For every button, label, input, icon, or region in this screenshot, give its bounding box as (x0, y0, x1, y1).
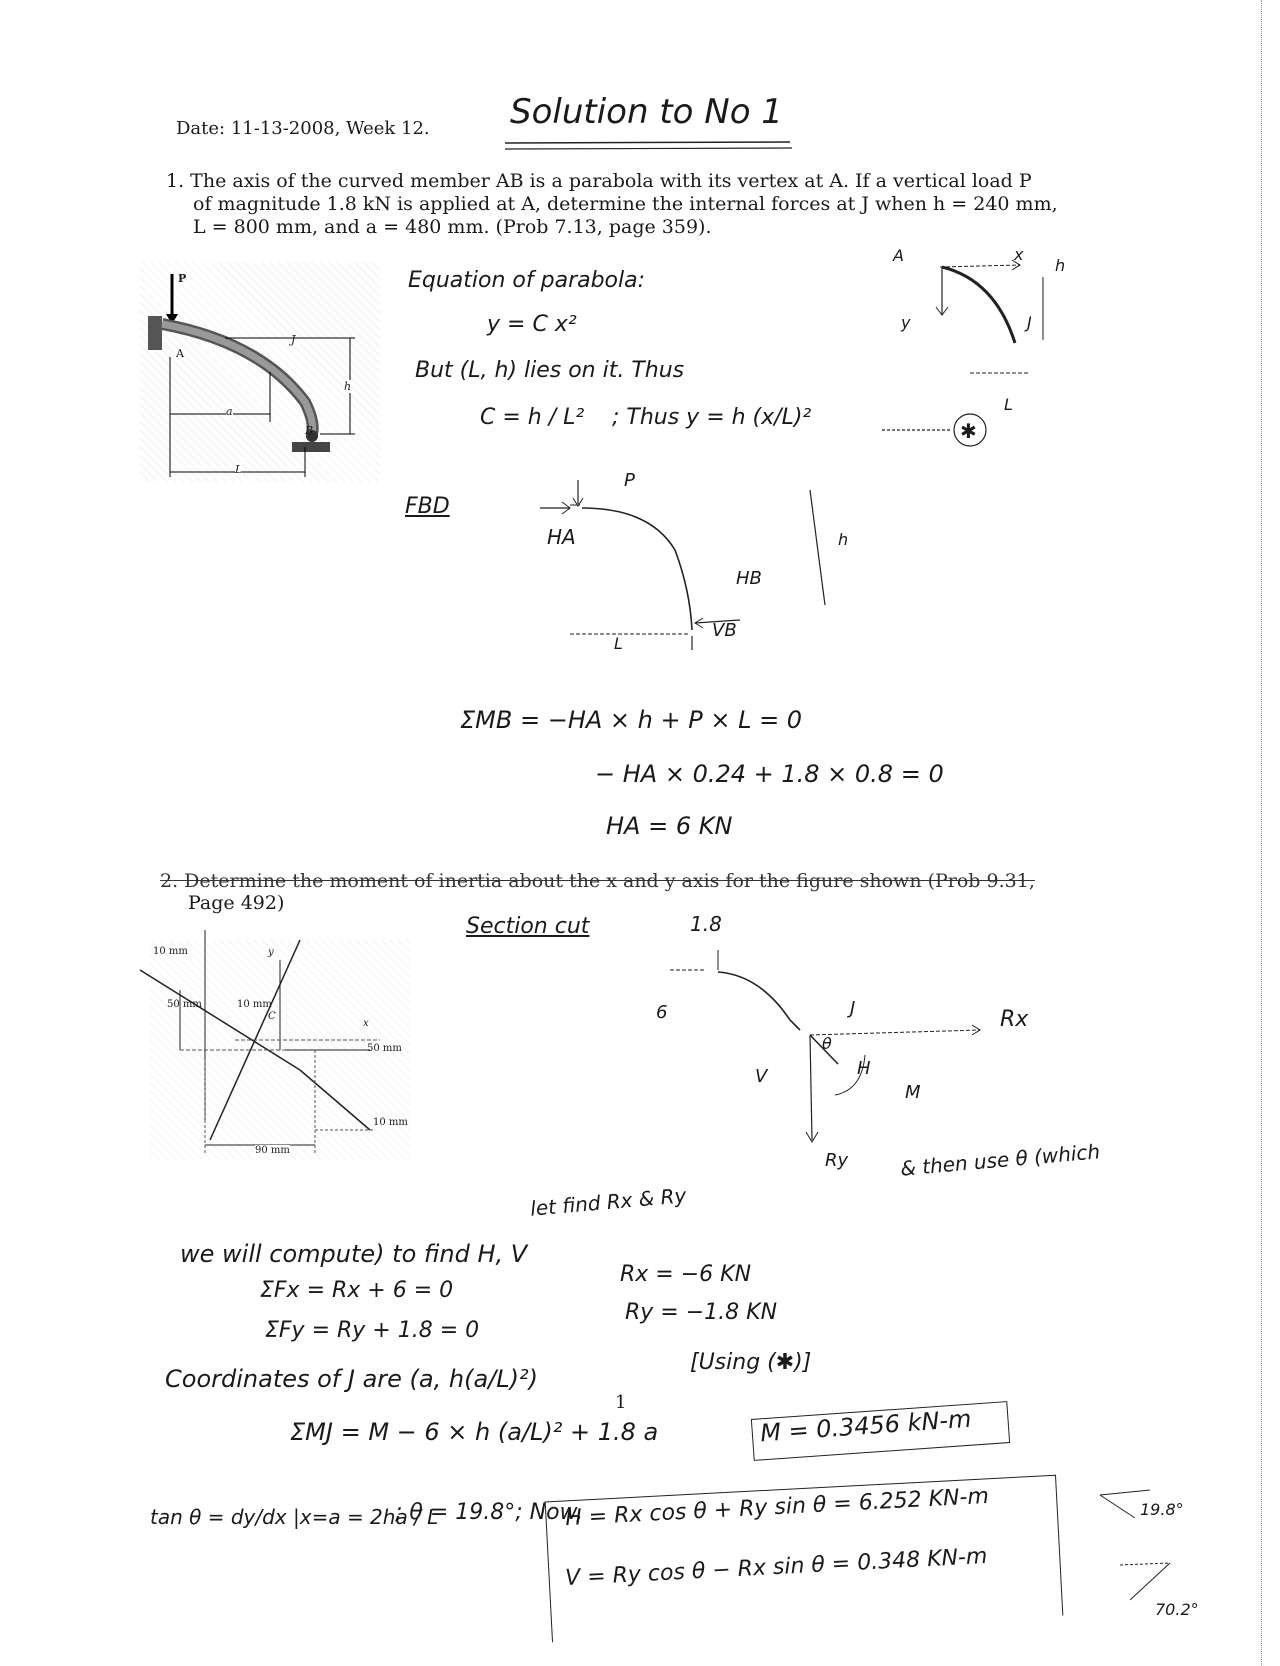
let-find-note: let find Rx & Ry (529, 1183, 688, 1221)
figure1-label-l-dim: L (235, 463, 243, 476)
but-line: But (L, h) lies on it. Thus (415, 358, 685, 383)
angle-note-19-8: 19.8° (1140, 1500, 1184, 1519)
section-label-six: 6 (656, 1002, 668, 1023)
problem2-line1: 2. Determine the moment of inertia about the x and y axis for the figure shown (Prob 9.31, (160, 870, 1035, 892)
problem1-figure (140, 262, 380, 482)
eq-heading: Equation of parabola: (408, 268, 646, 293)
figure1-label-a: A (176, 347, 184, 360)
figure1-label-h-dim: h (344, 380, 352, 393)
problem2-line2: Page 492) (188, 892, 285, 914)
title-underline (500, 140, 800, 154)
eq-general: y = C x² (487, 312, 577, 337)
tan-theta: tan θ = dy/dx |x=a = 2ha / L (150, 1505, 439, 1529)
figure2-label-c: C (268, 1011, 276, 1022)
section-label-j: J (850, 998, 856, 1019)
we-will-note: we will compute) to find H, V (180, 1240, 528, 1268)
c-value: C = h / L² (480, 405, 585, 430)
fbd-label: FBD (405, 494, 450, 519)
section-label-v: V (755, 1066, 768, 1087)
fbd-label-l: L (614, 634, 623, 653)
angle-note-70-2: 70.2° (1155, 1600, 1199, 1619)
problem1-line1: 1. The axis of the curved member AB is a parabola with its vertex at A. If a vertical load P (166, 170, 1032, 192)
sketch-label-j: J (1027, 313, 1032, 332)
figure1-label-a-dim: a (226, 405, 233, 418)
sketch-label-a: A (893, 246, 904, 265)
date-line: Date: 11-13-2008, Week 12. (176, 118, 430, 139)
figure2-label-x: x (363, 1018, 369, 1029)
figure2-dim-50mm-left: 50 mm (167, 999, 202, 1010)
section-label-m: M (905, 1082, 921, 1103)
thus-y: ; Thus y = h (x/L)² (612, 405, 812, 430)
scan-edge-divider (1261, 0, 1262, 1666)
free-body-diagram (540, 490, 870, 650)
sketch-label-h: h (1055, 256, 1066, 275)
fbd-label-vb: VB (712, 620, 737, 641)
section-cut-diagram (640, 960, 1040, 1160)
section-label-theta: θ (822, 1034, 832, 1053)
figure2-dim-10mm-top: 10 mm (153, 946, 188, 957)
sketch-label-x: x (1014, 245, 1024, 264)
figure1-label-j: J (291, 333, 296, 346)
section-label-rx: Rx (1000, 1007, 1029, 1032)
fbd-label-ha: HA (547, 525, 576, 549)
figure2-dim-10mm-mid: 10 mm (237, 999, 272, 1010)
v-equation: V = Ry cos θ − Rx sin θ = 0.348 KN-m (564, 1543, 988, 1592)
sketch-label-l: L (1004, 395, 1013, 414)
rx-result: Rx = −6 KN (620, 1262, 752, 1287)
section-load-label: 1.8 (690, 912, 722, 936)
fbd-label-p: P (624, 470, 635, 491)
handwritten-title: Solution to No 1 (510, 92, 783, 132)
m-result: M = 0.3456 kN-m (759, 1404, 973, 1448)
sketch-label-y: y (901, 313, 911, 332)
superscript-one: 1 (615, 1392, 627, 1413)
parabola-sketch (940, 255, 1090, 385)
then-use-note: & then use θ (which (899, 1139, 1101, 1181)
fbd-label-h: h (838, 530, 849, 549)
theta-value: ; θ = 19.8°; Now, (395, 1500, 584, 1525)
figure1-label-b: B (305, 424, 314, 437)
section-label-h: H (857, 1058, 871, 1079)
moment-eq1: ΣMB = −HA × h + P × L = 0 (460, 706, 803, 734)
ha-result: HA = 6 KN (606, 812, 733, 840)
problem1-line2: of magnitude 1.8 kN is applied at A, determine the internal forces at J when h = 240 mm, (193, 193, 1058, 215)
moment-eq2: − HA × 0.24 + 1.8 × 0.8 = 0 (595, 760, 944, 788)
sum-fy: ΣFy = Ry + 1.8 = 0 (265, 1318, 480, 1343)
h-equation: H = Rx cos θ + Ry sin θ = 6.252 KN-m (564, 1483, 990, 1532)
section-label-ry: Ry (825, 1150, 849, 1171)
sum-mj: ΣMJ = M − 6 × h (a/L)² + 1.8 a (290, 1418, 659, 1446)
fbd-label-hb: HB (736, 568, 762, 589)
star-icon: ✱ (960, 419, 977, 443)
figure2-dim-90mm: 90 mm (255, 1145, 290, 1156)
figure2-dim-50mm-right: 50 mm (367, 1043, 402, 1054)
ry-result: Ry = −1.8 KN (625, 1300, 778, 1325)
sum-fx: ΣFx = Rx + 6 = 0 (260, 1278, 454, 1303)
problem1-line3: L = 800 mm, and a = 480 mm. (Prob 7.13, page 359). (193, 216, 712, 238)
figure2-dim-10mm-bottom: 10 mm (373, 1117, 408, 1128)
coords-line: Coordinates of J are (a, h(a/L)²) (165, 1365, 538, 1393)
using-star: [Using (✱)] (690, 1350, 812, 1375)
section-cut-label: Section cut (466, 914, 590, 939)
figure1-label-p: P (178, 272, 187, 285)
figure2-label-y: y (268, 947, 274, 958)
